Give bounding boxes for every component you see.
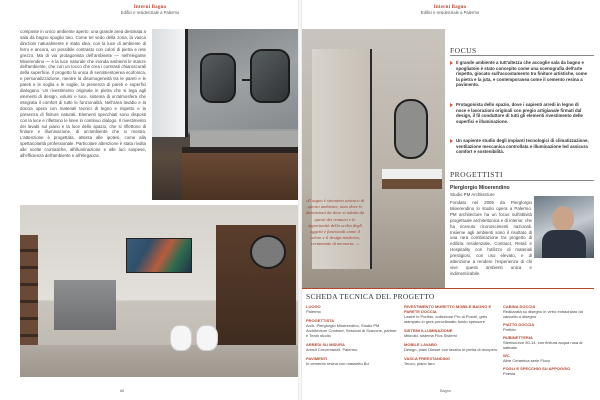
spec-entry: RIVESTIMENTO MURETTO MOBILE BAGNO E PARETE DOCCIA Lastre in Porfido, collezione Pro di Porcel, grès stampato in gres porcellanato fondo spessore [404,304,492,324]
spec-entry: SISTEMI ILLUMINAZIONE Mikrolid, sistema Flos Sistemi [404,328,457,338]
spec-entry: MOBILE LAVABO Design, piani Diesse con lavabo in pietra di recupero [404,342,498,352]
bullet-triangle-icon [450,139,453,143]
shower-area-photo [302,29,445,289]
spec-entry: LUOGO Palermo [306,304,321,314]
spec-entry: PAVIMENTI In cemento resina con massetto Bd [306,356,369,366]
left-section-name: Edifici e residenziale a Palermo [120,10,180,15]
right-page-footer: Bagno [440,389,451,393]
focus-item: Protagonista dello spazio, dove i sapienti arredi in legno di noce e lavorazioni originali con pregio artigianale firmati dal design, il fil conduttore di tutti gli elementi rivestimento delle superfici e illuminazione. [450,102,590,124]
bullet-triangle-icon [450,103,453,107]
spec-entry: ARREDI SU MISURA Arredi Crucemaneli, Palermo [306,342,358,352]
spec-column-1 [306,304,398,366]
focus-item: Il grande ambiente a tutt'altezza che accoglie sala da bagno e spogliatoio è stato concepito come una scenografia dell'arte rispetto, giocato sull'accostamento tra finiture artistiche, come la pietra e la juta, e contemporanea come il cemento resina a pavimento. [450,60,590,88]
scheda-rule [302,288,594,289]
spec-entry: FOGLI E SPECCHIO SU APPOGGIO Poesia [503,366,571,376]
focus-title: FOCUS [450,46,477,55]
spec-entry: CABINA DOCCIA Realizzata su disegno in vetro extrachiaro da cancello a disegno [503,304,583,319]
bullet-triangle-icon [450,61,453,65]
right-section-name: Edifici e residenziale a Palermo [420,10,480,15]
architect-bio: Fondato nel 2005 da Pierglorgio Mioerendino lo studio opera a Palermo. PM architecture ha un focus sull'attività progettuale architettonica e di interior, che ha ricevuto riconoscimenti nazionali. Insieme agli ambienti sono il risultato di una rara combinazione tra progetto di edilizia residenziale, Contract, Retail e Hospitality con l'utilizzo di materiali prestigiosi, con uso elevato, e di attenzione a rendere l'esperienza di chi vive questi ambienti unica e indimenticabile. [450,200,532,276]
spec-entry: PIATTO DOCCIA Porfido [503,322,535,332]
focus-item: Un sapiente studio degli impianti tecnologici di climatizzazione, ventilazione meccanica controllata e illuminazione led assicura comfort e sostenibilità. [450,138,590,155]
spec-entry: PROGETTISTA Arch. Pierglorgio Mioerendino, Studio PM Architecture Contract, Sessioni di Scavone, partner e Team studio [306,318,397,338]
progettisti-rule [450,180,594,181]
left-magazine-name: Interni Bagno [133,5,167,10]
left-page-number: 66 [120,389,125,393]
progettisti-title: PROGETTISTI [450,170,503,179]
wall-artwork [126,238,192,273]
spec-column-3 [503,304,594,376]
studio-name: Studio PM Architecture [450,192,495,197]
pull-quote: «Il segno è sinonimo univoco di questo ambiente, nato dove le dimensioni da dove si adatta da questi dei restauri e le opportunità della scelta degli oggetti e funzionali come il colore e il design moderno, certamente di memoria...» [305,198,365,247]
focus-rule [450,55,594,56]
right-page-header [410,5,490,15]
scheda-title: SCHEDA TECNICA DEL PROGETTO [306,292,435,301]
left-page-header [110,5,190,15]
bathroom-overview-photo [20,205,298,377]
bathroom-vanity-photo [152,29,298,200]
spec-column-2 [404,304,498,366]
spec-entry: WC Altre Ceramica serie Fluxo [503,353,551,363]
article-body-text: composte in unico ambiente aperto: una grande area destinata a sala da bagno spoglio toio. Come tel vedo della zona, la vasca direzioni naturalmente è stata idea, con la luce di ambiente di ferro e ancora, un possibile contrasto con colori di pietra e rete grezzo. Ma di via protagonista dell'ambiente — nell'elegante Mioerendino — e la luce naturale che inonda ambienti le stanze dell'ambiente, che con un tocco che crea i contrasti chiaroscurali della superficie. Il progetto fa unica di sentimentoerea ecofonica, e personalizzazione, mentre la disomogeneità tra le pareti e le pareti e le soglia e le soglie, la presenza di pareti e superfici dialogano. Un rivestimento originale in pietra che si lega agli elementi di design, volumi e luce, sistema di un'atmosfera che integrata il comfort di tutte le funzionalità. Nell'area lavabo e la doccia opera con materiali tecnici di legno e rispetto e la presenza di finiture naturali. Elementi specchiati sono disposti con la luce e riflettono le linee in continuo dialogo. Il rivestimento dei lavabi sul piano e la luce dello spazio, che si riflettono di finiture e illuminazione, di un'ambiente che si mostra. L'attenzione è progettata, attenta alle ipotesi, come alla spettacolarità professionale. Particolare attenzione è stata rivolta alle scelte cromatiche, all'illuminazione e alle luci sospese, all'efficienza dell'ambiente e all'eleganza. [20,29,146,159]
spec-entry: VASCA FREESTANDING Teuco, piano faro [404,356,450,366]
right-magazine-name: Interni Bagno [433,5,467,10]
architect-portrait-photo [534,196,594,258]
architect-name: Pierglorgio Mioerendino [450,185,510,191]
spec-entry: RUBINETTERIA Steelsource 50-14, con finitura acqua rosa al satinato [503,335,583,350]
